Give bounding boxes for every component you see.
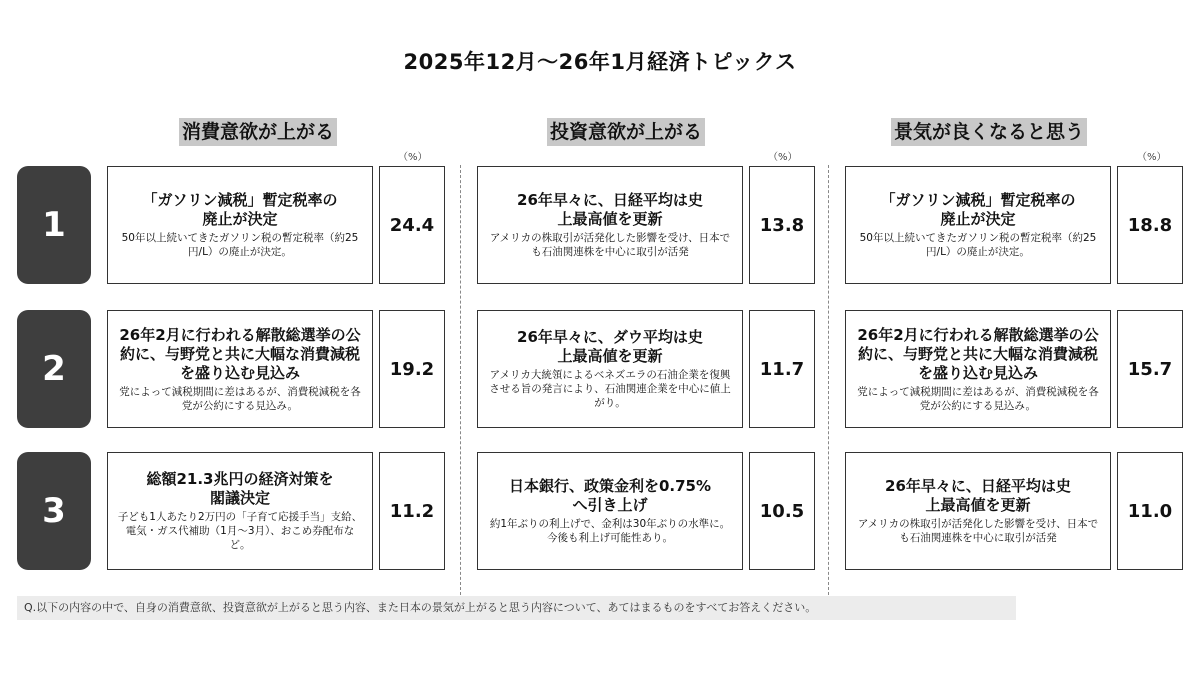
topic-description: アメリカの株取引が活発化した影響を受け、日本でも石油関連株を中心に取引が活発 [489,232,731,258]
topic-title: 26年2月に行われる解散総選挙の公約に、与野党と共に大幅な消費減税を盛り込む見込み [119,325,361,382]
topic-title: 26年早々に、ダウ平均は史上最高値を更新 [517,328,703,365]
column-header-investment: 投資意欲が上がる [547,118,705,146]
topic-title: 「ガソリン減税」暫定税率の廃止が決定 [142,191,338,228]
survey-question: Q.以下の内容の中で、自身の消費意欲、投資意欲が上がると思う内容、また日本の景気が上がると思う内容について、あてはまるものをすべてお答えください。 [17,596,1016,620]
topic-card [477,166,743,284]
column-header-economy: 景気が良くなると思う [891,118,1087,146]
column-divider [828,165,829,595]
topic-title: 26年早々に、日経平均は史上最高値を更新 [517,191,703,228]
percentage-value: 13.8 [749,166,815,284]
percentage-value: 11.0 [1117,452,1183,570]
unit-label-investment: （%） [768,152,798,163]
topic-title: 総額21.3兆円の経済対策を閣議決定 [146,470,334,507]
unit-label-economy: （%） [1137,152,1167,163]
column-header-consumption: 消費意欲が上がる [179,118,337,146]
topic-description: 子ども1人あたり2万円の「子育て応援手当」支給、電気・ガス代補助（1月〜3月）、おこめ券配布など。 [117,511,363,551]
topic-title: 26年早々に、日経平均は史上最高値を更新 [885,477,1071,514]
topic-card [107,310,373,428]
topic-title: 日本銀行、政策金利を0.75%へ引き上げ [508,477,712,514]
page-title: 2025年12月〜26年1月経済トピックス [403,50,797,74]
percentage-value: 15.7 [1117,310,1183,428]
topic-description: アメリカの株取引が活発化した影響を受け、日本でも石油関連株を中心に取引が活発 [857,518,1099,544]
topic-description: アメリカ大統領によるベネズエラの石油企業を復興させる旨の発言により、石油関連企業を中心に値上がり。 [489,369,731,409]
rank-badge-2: 2 [17,310,91,428]
topic-title: 26年2月に行われる解散総選挙の公約に、与野党と共に大幅な消費減税を盛り込む見込み [857,325,1099,382]
topic-card [477,310,743,428]
rank-badge-3: 3 [17,452,91,570]
percentage-value: 24.4 [379,166,445,284]
unit-label-consumption: （%） [398,152,428,163]
topic-card [845,452,1111,570]
topic-card [477,452,743,570]
topic-description: 50年以上続いてきたガソリン税の暫定税率（約25円/L）の廃止が決定。 [121,232,359,258]
percentage-value: 18.8 [1117,166,1183,284]
topic-title: 「ガソリン減税」暫定税率の廃止が決定 [880,191,1076,228]
topic-card [107,452,373,570]
topic-card [845,310,1111,428]
topic-card [107,166,373,284]
percentage-value: 10.5 [749,452,815,570]
topic-description: 党によって減税期間に差はあるが、消費税減税を各党が公約にする見込み。 [119,385,361,412]
percentage-value: 19.2 [379,310,445,428]
percentage-value: 11.2 [379,452,445,570]
topic-card [845,166,1111,284]
topic-description: 50年以上続いてきたガソリン税の暫定税率（約25円/L）の廃止が決定。 [859,232,1097,258]
percentage-value: 11.7 [749,310,815,428]
topic-description: 約1年ぶりの利上げで、金利は30年ぶりの水準に。今後も利上げ可能性あり。 [489,518,731,544]
rank-badge-1: 1 [17,166,91,284]
topic-description: 党によって減税期間に差はあるが、消費税減税を各党が公約にする見込み。 [857,385,1099,412]
column-divider [460,165,461,595]
